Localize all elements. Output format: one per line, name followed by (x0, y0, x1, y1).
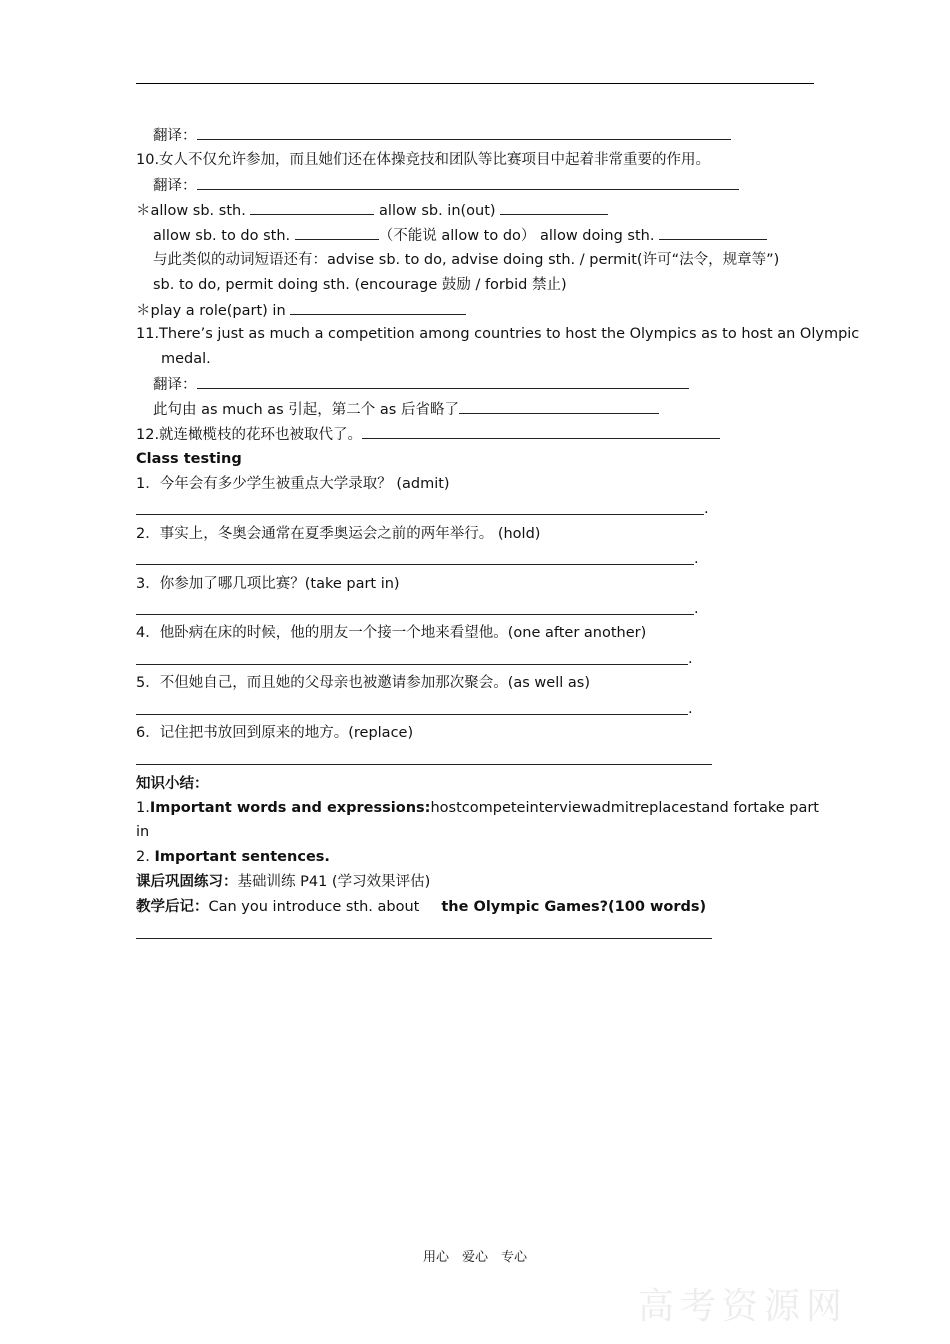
test-item-5: 5．不但她自己，而且她的父母亲也被邀请参加那次聚会。(as well as) (136, 675, 590, 691)
reflection-answer-line[interactable] (136, 938, 712, 939)
watermark: 高考资源网 (638, 1286, 849, 1327)
similar-phrases-2: sb. to do, permit doing sth. (encourage 鼓励 / forbid 禁止) (153, 277, 567, 293)
answer-blank[interactable] (197, 175, 739, 190)
question-11-cont: medal. (161, 351, 211, 367)
question-12: 12.就连橄榄枝的花环也被取代了。 (136, 424, 720, 445)
translation-line-2: 翻译： (153, 175, 739, 196)
answer-line-1[interactable] (136, 514, 704, 515)
reflection-line: 教学后记：Can you introduce sth. about the Olympic Games?(100 words) (136, 899, 707, 915)
homework-line: 课后巩固练习：基础训练 P41 (学习效果评估) (136, 874, 431, 890)
test-item-1: 1．今年会有多少学生被重点大学录取？ (admit) (136, 476, 450, 492)
answer-line-4[interactable] (136, 664, 688, 665)
word-replace: replace (634, 800, 689, 816)
answer-period: . (688, 651, 693, 667)
answer-line-5[interactable] (136, 714, 688, 715)
answer-blank[interactable] (197, 125, 731, 140)
page-footer: 用心 爱心 专心 (422, 1250, 527, 1265)
allow-line-2: allow sb. to do sth. （不能说 allow to do） allow doing sth. (153, 225, 767, 246)
word-compete: compete (461, 800, 526, 816)
answer-line-3[interactable] (136, 614, 694, 615)
test-item-2: 2．事实上，冬奥会通常在夏季奥运会之前的两年举行。 (hold) (136, 526, 541, 542)
important-words-line: 1.Important words and expressions: host compete interview admit replace stand for take part (136, 800, 819, 816)
answer-line-2[interactable] (136, 564, 694, 565)
answer-blank[interactable] (250, 200, 374, 215)
header-rule (136, 83, 814, 84)
word-admit: admit (592, 800, 635, 816)
answer-period: . (694, 601, 699, 617)
class-testing-heading: Class testing (136, 451, 242, 467)
answer-blank[interactable] (290, 300, 466, 315)
answer-line-6[interactable] (136, 764, 712, 765)
word-interview: interview (525, 800, 593, 816)
answer-blank[interactable] (659, 225, 767, 240)
important-sentences: 2. Important sentences. (136, 849, 330, 865)
test-item-6: 6．记住把书放回到原来的地方。(replace) (136, 725, 414, 741)
question-11: 11.There’s just as much a competition among countries to host the Olympics as to host an Olympic (136, 326, 860, 342)
word-take-part: take part (753, 800, 819, 816)
answer-blank[interactable] (362, 424, 720, 439)
translation-line-1: 翻译： (153, 125, 731, 146)
answer-period: . (704, 501, 709, 517)
test-item-3: 3．你参加了哪几项比赛？(take part in) (136, 576, 400, 592)
similar-phrases-1: 与此类似的动词短语还有：advise sb. to do, advise doing sth. / permit(许可“法令，规章等”) (153, 252, 780, 268)
important-words-tail: in (136, 824, 150, 840)
as-much-as-note: 此句由 as much as 引起，第二个 as 后省略了 (153, 399, 659, 420)
allow-line-1: ＊allow sb. sth. allow sb. in(out) (136, 200, 608, 221)
word-stand-for: stand for (688, 800, 754, 816)
answer-blank[interactable] (500, 200, 608, 215)
word-host: host (430, 800, 462, 816)
answer-period: . (694, 551, 699, 567)
question-10: 10.女人不仅允许参加，而且她们还在体操竞技和团队等比赛项目中起着非常重要的作用。 (136, 152, 711, 168)
play-role-line: ＊play a role(part) in (136, 300, 466, 321)
answer-blank[interactable] (295, 225, 379, 240)
answer-period: . (688, 701, 693, 717)
answer-blank[interactable] (459, 399, 659, 414)
test-item-4: 4．他卧病在床的时候，他的朋友一个接一个地来看望他。(one after another) (136, 625, 647, 641)
summary-heading: 知识小结： (136, 776, 209, 792)
translation-line-3: 翻译： (153, 374, 689, 395)
answer-blank[interactable] (197, 374, 689, 389)
